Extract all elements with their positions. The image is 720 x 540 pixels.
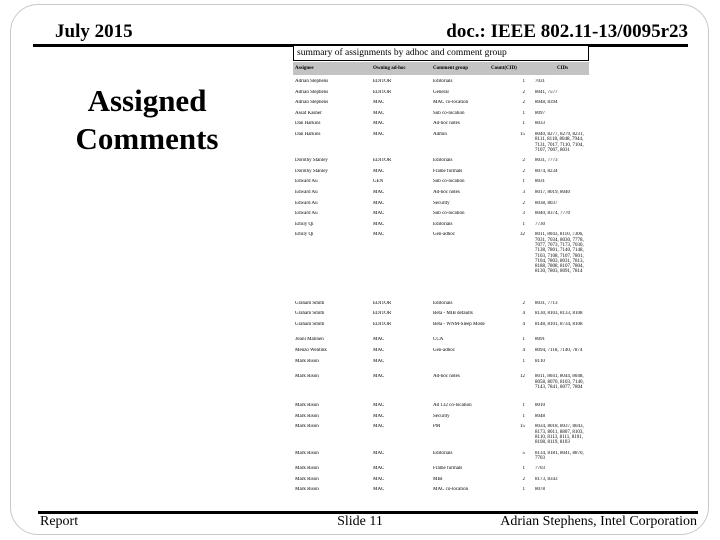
cell-cids: 8041, 7577 xyxy=(535,89,558,95)
cell-owning-adhoc: MAC xyxy=(373,131,385,137)
table-column-headers xyxy=(293,62,589,75)
table-row xyxy=(293,451,589,462)
column-header: Assignee xyxy=(295,66,314,71)
cell-count: 4 xyxy=(522,348,525,354)
table-row xyxy=(293,487,589,498)
footer-report-label: Report xyxy=(40,514,79,529)
table-row xyxy=(293,90,589,101)
cell-cids: 8048 xyxy=(535,413,545,419)
cell-comment-group: Editorials xyxy=(433,79,453,84)
cell-comment-group: Editorials xyxy=(433,221,453,227)
table-row xyxy=(293,301,589,312)
cell-assignee: Adrian Stephens xyxy=(295,89,329,95)
cell-count: 2 xyxy=(522,89,525,95)
cell-count: 4 xyxy=(522,321,525,327)
cell-owning-adhoc: MAC xyxy=(373,100,385,106)
cell-cids: 8011, 8041, 8044, 8048, 8058, 8070, 8103, 7140, 7143, 7841, 8077, 7804 xyxy=(535,374,584,390)
cell-owning-adhoc: MAC xyxy=(373,358,385,364)
slide-number: Slide 11 xyxy=(337,514,383,529)
cell-assignee: Dorothy Stanley xyxy=(295,158,328,164)
cell-assignee: Mark Rison xyxy=(295,374,319,380)
cell-owning-adhoc: MAC xyxy=(373,232,385,238)
cell-count: 1 xyxy=(522,466,525,472)
table-row xyxy=(293,337,589,348)
cell-cids: 8038, 8037 xyxy=(535,200,558,206)
cell-cids: 8031 xyxy=(535,179,545,185)
cell-assignee: Mark Rison xyxy=(295,413,319,419)
column-header: CIDs xyxy=(557,66,569,71)
table-caption: summary of assignments by adhoc and comment group xyxy=(293,45,589,61)
table-row xyxy=(293,232,589,274)
cell-comment-group: Sub co-location xyxy=(433,211,465,217)
cell-count: 2 xyxy=(522,168,525,174)
cell-owning-adhoc: MAC xyxy=(373,424,385,430)
cell-assignee: Edward Au xyxy=(295,179,318,185)
slide-header-date: July 2015 xyxy=(55,21,133,42)
cell-assignee: Dorothy Stanley xyxy=(295,168,328,174)
table-row xyxy=(293,158,589,169)
cell-cids: 8040, 8374, 7770 xyxy=(535,211,570,217)
cell-owning-adhoc: EDITOR xyxy=(373,89,392,95)
cell-cids: 7730 xyxy=(535,221,545,227)
cell-comment-group: Ad 132 co-location xyxy=(433,403,472,409)
cell-comment-group: Ad-hoc notes xyxy=(433,121,460,127)
table-row xyxy=(293,348,589,359)
table-row xyxy=(293,121,589,132)
cell-cids: 8010 xyxy=(535,403,545,409)
cell-assignee: Mark Rison xyxy=(295,476,319,482)
cell-count: 32 xyxy=(520,232,525,238)
cell-comment-group: Sub co-location xyxy=(433,179,465,185)
table-row xyxy=(293,201,589,212)
cell-count: 2 xyxy=(522,100,525,106)
cell-count: 2 xyxy=(522,200,525,206)
table-row xyxy=(293,414,589,425)
cell-count: 3 xyxy=(522,211,525,217)
cell-cids: 8130, 8103, 8133, 8108 xyxy=(535,311,583,317)
cell-comment-group: MAC co-location xyxy=(433,487,469,493)
cell-count: 1 xyxy=(522,221,525,227)
table-row xyxy=(293,169,589,180)
cell-assignee: Dan Harkins xyxy=(295,121,321,127)
column-header: Owning ad-hoc xyxy=(373,66,406,71)
table-row xyxy=(293,359,589,370)
cell-assignee: Graham Smith xyxy=(295,311,325,317)
cell-assignee: Adrian Stephens xyxy=(295,79,329,84)
cell-comment-group: Editorials xyxy=(433,158,453,164)
cell-count: 1 xyxy=(522,403,525,409)
cell-assignee: Graham Smith xyxy=(295,321,325,327)
table-row xyxy=(293,132,589,153)
cell-owning-adhoc: EDITOR xyxy=(373,300,392,306)
cell-assignee: Mark Rison xyxy=(295,466,319,472)
cell-cids: 8094, 7118, 7140, 7874 xyxy=(535,348,583,354)
cell-owning-adhoc: MAC xyxy=(373,211,385,217)
cell-cids: 8033 xyxy=(535,121,545,127)
cell-assignee: Emily Qi xyxy=(295,221,314,227)
cell-cids: 8134, 8181, 8041, 8870, 7703 xyxy=(535,450,584,461)
cell-owning-adhoc: MAC xyxy=(373,348,385,354)
cell-cids: 8091 xyxy=(535,337,545,343)
cell-comment-group: General xyxy=(433,89,449,95)
column-header: Count(CID) xyxy=(491,66,517,71)
cell-comment-group: Security xyxy=(433,200,450,206)
slide-header-doc-number: doc.: IEEE 802.11-13/0095r23 xyxy=(446,21,688,42)
cell-count: 2 xyxy=(522,476,525,482)
cell-assignee: Jouni Malinen xyxy=(295,337,324,343)
cell-count: 15 xyxy=(520,131,525,137)
cell-owning-adhoc: MAC xyxy=(373,221,385,227)
cell-cids: 8074, 8234 xyxy=(535,168,558,174)
cell-cids: 8031, 7713 xyxy=(535,300,558,306)
cell-comment-group: Beta - WNM-Sleep Mode xyxy=(433,321,485,327)
cell-count: 12 xyxy=(520,374,525,380)
cell-assignee: Dan Harkins xyxy=(295,131,321,137)
cell-owning-adhoc: MAC xyxy=(373,110,385,116)
cell-comment-group: Security xyxy=(433,413,450,419)
cell-count: 2 xyxy=(522,300,525,306)
cell-count: 5 xyxy=(522,450,525,456)
cell-owning-adhoc: MAC xyxy=(373,374,385,380)
cell-owning-adhoc: MAC xyxy=(373,189,385,195)
cell-owning-adhoc: MAC xyxy=(373,466,385,472)
cell-comment-group: CCA xyxy=(433,337,444,343)
cell-comment-group: Gen-adhoc xyxy=(433,232,455,238)
cell-owning-adhoc: EDITOR xyxy=(373,79,392,84)
table-row xyxy=(293,222,589,233)
table-row xyxy=(293,403,589,414)
cell-cids: 8097 xyxy=(535,110,545,116)
table-rows xyxy=(293,79,589,498)
cell-count: 1 xyxy=(522,110,525,116)
cell-count: 1 xyxy=(522,487,525,493)
column-header: Comment group xyxy=(433,66,469,71)
cell-assignee: Edward Au xyxy=(295,211,318,217)
cell-assignee: Assaf Kasher xyxy=(295,110,322,116)
cell-assignee: Adrian Stephens xyxy=(295,100,329,106)
cell-cids: 8048, 8394 xyxy=(535,100,558,106)
cell-owning-adhoc: GEN xyxy=(373,179,384,185)
cell-count: 1 xyxy=(522,358,525,364)
cell-owning-adhoc: EDITOR xyxy=(373,158,392,164)
cell-owning-adhoc: MAC xyxy=(373,403,385,409)
table-row xyxy=(293,311,589,322)
cell-owning-adhoc: EDITOR xyxy=(373,311,392,317)
cell-assignee: Mark Rison xyxy=(295,358,319,364)
table-row xyxy=(293,211,589,222)
cell-comment-group: Editorials xyxy=(433,300,453,306)
cell-cids: 8034, 8018, 8037, 8043, 8173, 8011, 8807, 8103, 8110, 8113, 8111, 8101, 8108, 8119, 8103 xyxy=(535,424,584,446)
cell-comment-group: Sub co-location xyxy=(433,110,465,116)
cell-assignee: Menzo Wentink xyxy=(295,348,327,354)
cell-cids: 8078 xyxy=(535,487,545,493)
cell-assignee: Emily Qi xyxy=(295,232,314,238)
cell-comment-group: Ad-hoc notes xyxy=(433,189,460,195)
cell-assignee: Graham Smith xyxy=(295,300,325,306)
cell-owning-adhoc: MAC xyxy=(373,337,385,343)
table-row xyxy=(293,100,589,111)
cell-owning-adhoc: MAC xyxy=(373,487,385,493)
cell-cids: 8011, 8043, 8110, 7306, 7031, 7034, 8030, 7778, 7077, 7073, 7173, 7030, 7138, 7801, 7140, 7148, 7103, 7108, 7107, 7801, 7104, 7803, 8031, 7813, 8188, 7808, 8107, 7804, 8130, 7803, 8091, 7814 xyxy=(535,232,584,275)
cell-cids: 7703 xyxy=(535,466,545,472)
table-row xyxy=(293,111,589,122)
cell-owning-adhoc: MAC xyxy=(373,413,385,419)
cell-comment-group: PM xyxy=(433,424,441,430)
table-row xyxy=(293,179,589,190)
cell-cids: 8110 xyxy=(535,358,545,364)
slide-title-line2: Comments xyxy=(75,121,219,156)
cell-comment-group: Frame formats xyxy=(433,168,463,174)
cell-owning-adhoc: MAC xyxy=(373,476,385,482)
slide-title xyxy=(38,82,256,158)
cell-owning-adhoc: MAC xyxy=(373,121,385,127)
cell-comment-group: Frame formats xyxy=(433,466,463,472)
cell-count: 1 xyxy=(522,121,525,127)
cell-cids: 8173, 8343 xyxy=(535,476,558,482)
cell-assignee: Edward Au xyxy=(295,189,318,195)
table-row xyxy=(293,190,589,201)
cell-comment-group: Beta - MIB defaults xyxy=(433,311,473,317)
cell-count: 1 xyxy=(522,337,525,343)
cell-cids: 8148, 8101, 8734, 8108 xyxy=(535,321,583,327)
cell-count: 2 xyxy=(522,158,525,164)
table-row xyxy=(293,79,589,90)
cell-comment-group: Ad-hoc notes xyxy=(433,374,460,380)
cell-comment-group: MIB xyxy=(433,476,443,482)
cell-count: 15 xyxy=(520,424,525,430)
footer-author: Adrian Stephens, Intel Corporation xyxy=(500,514,697,529)
cell-owning-adhoc: MAC xyxy=(373,168,385,174)
cell-comment-group: Gen-adhoc xyxy=(433,348,455,354)
cell-comment-group: Editorials xyxy=(433,450,453,456)
cell-count: 4 xyxy=(522,311,525,317)
cell-assignee: Mark Rison xyxy=(295,487,319,493)
slide-title-line1: Assigned xyxy=(87,83,207,118)
cell-comment-group: MAC co-location xyxy=(433,100,469,106)
cell-cids: 8017, 8019, 8040 xyxy=(535,189,570,195)
table-row xyxy=(293,424,589,445)
cell-owning-adhoc: MAC xyxy=(373,450,385,456)
cell-owning-adhoc: EDITOR xyxy=(373,321,392,327)
table-row xyxy=(293,477,589,488)
cell-assignee: Mark Rison xyxy=(295,424,319,430)
cell-assignee: Edward Au xyxy=(295,200,318,206)
cell-count: 1 xyxy=(522,413,525,419)
cell-cids: 8040, 8277, 8279, 8231, 8111, 8118, 8048, 7944, 7131, 7017, 7110, 7104, 7107, 7007, 8031 xyxy=(535,131,584,153)
cell-assignee: Mark Rison xyxy=(295,403,319,409)
cell-assignee: Mark Rison xyxy=(295,450,319,456)
cell-count: 1 xyxy=(522,179,525,185)
cell-comment-group: Admin xyxy=(433,131,447,137)
cell-count: 1 xyxy=(522,79,525,84)
cell-owning-adhoc: MAC xyxy=(373,200,385,206)
cell-cids: 8031, 7773 xyxy=(535,158,558,164)
table-row xyxy=(293,322,589,333)
assignments-table xyxy=(293,45,589,498)
cell-cids: 7031 xyxy=(535,79,545,84)
table-row xyxy=(293,374,589,390)
table-row xyxy=(293,466,589,477)
cell-count: 3 xyxy=(522,189,525,195)
